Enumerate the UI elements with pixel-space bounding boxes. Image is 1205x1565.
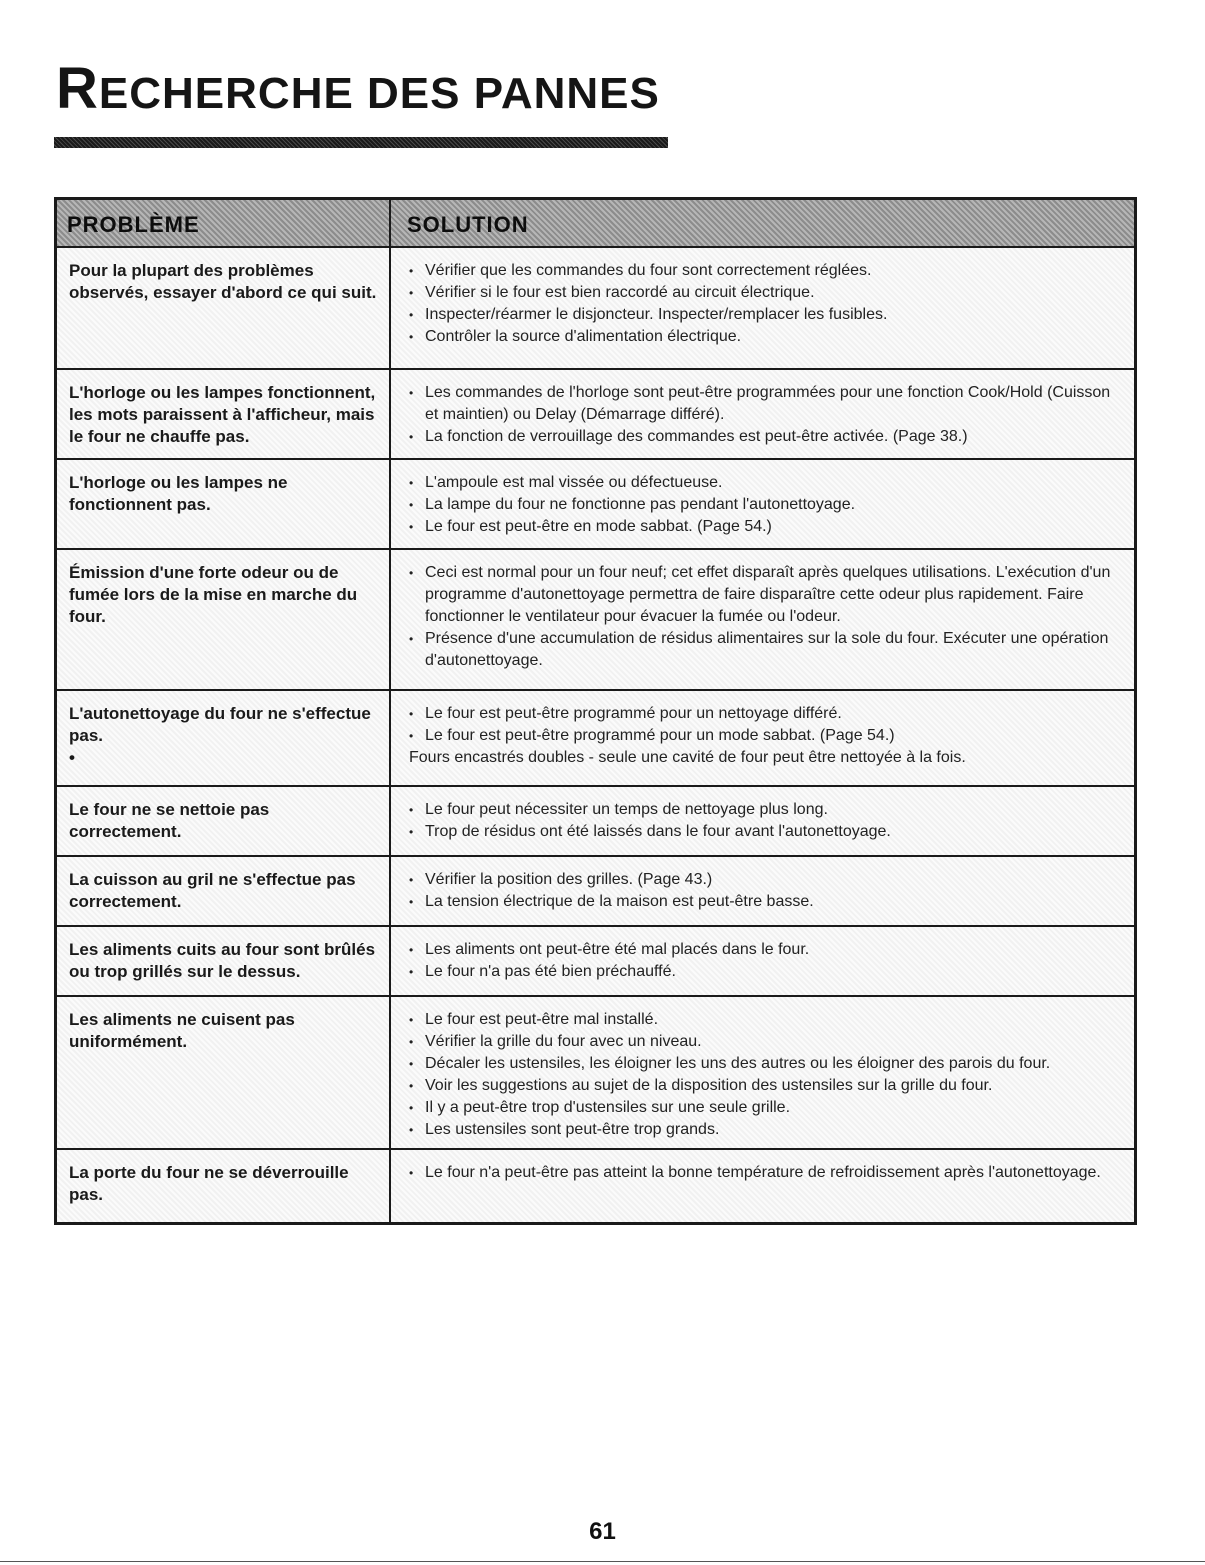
problem-cell: Les aliments ne cuisent pas uniformément. [57,997,391,1148]
header-solution: SOLUTION [407,212,529,237]
solution-cell [391,1150,1134,1222]
solution-cell [391,927,1134,995]
problem-cell: Les aliments cuits au four sont brûlés ou trop grillés sur le dessus. [57,927,391,995]
solution-item: • Inspecter/réarmer le disjoncteur. Inspecter/remplacer les fusibles. [407,304,1126,326]
table-row [57,248,1134,370]
solution-item: • Vérifier la grille du four avec un niveau. [407,1031,1126,1053]
solution-item: • Le four peut nécessiter un temps de nettoyage plus long. [407,799,1126,821]
solution-cell [391,248,1134,368]
solution-item: • Le four est peut-être programmé pour un nettoyage différé. [407,703,1126,725]
solution-item: • Le four n'a peut-être pas atteint la bonne température de refroidissement après l'autonettoyage. [407,1162,1126,1184]
problem-cell: La porte du four ne se déverrouille pas. [57,1150,391,1222]
problem-cell: Pour la plupart des problèmes observés, essayer d'abord ce qui suit. [57,248,391,368]
solution-item: • Contrôler la source d'alimentation électrique. [407,326,1126,348]
solution-item: • Voir les suggestions au sujet de la disposition des ustensiles sur la grille du four. [407,1075,1126,1097]
solution-cell [391,691,1134,785]
solution-item: • Le four est peut-être mal installé. [407,1009,1126,1031]
solution-item: • Vérifier si le four est bien raccordé au circuit électrique. [407,282,1126,304]
troubleshooting-table [54,197,1137,1225]
table-row [57,550,1134,691]
solution-item: • Les commandes de l'horloge sont peut-être programmées pour une fonction Cook/Hold (Cuisson et maintien) ou Delay (Démarrage différé). [407,382,1126,426]
solution-item: • Le four est peut-être en mode sabbat. (Page 54.) [407,516,1126,538]
header-problem: PROBLÈME [57,200,391,246]
table-row [57,370,1134,460]
solution-item: • La tension électrique de la maison est peut-être basse. [407,891,1126,913]
problem-cell: La cuisson au gril ne s'effectue pas correctement. [57,857,391,925]
solution-item: • Trop de résidus ont été laissés dans le four avant l'autonettoyage. [407,821,1126,843]
solution-note: Fours encastrés doubles - seule une cavité de four peut être nettoyée à la fois. [409,749,966,766]
table-row [57,691,1134,787]
solution-cell [391,460,1134,548]
table-row [57,787,1134,857]
solution-item: • Décaler les ustensiles, les éloigner les uns des autres ou les éloigner des parois du four. [407,1053,1126,1075]
solution-item: • Vérifier la position des grilles. (Page 43.) [407,869,1126,891]
problem-cell: L'horloge ou les lampes ne fonctionnent pas. [57,460,391,548]
problem-cell: Émission d'une forte odeur ou de fumée lors de la mise en marche du four. [57,550,391,689]
table-row [57,857,1134,927]
solution-item: • Vérifier que les commandes du four sont correctement réglées. [407,260,1126,282]
solution-cell [391,787,1134,855]
solution-item: • L'ampoule est mal vissée ou défectueuse. [407,472,1126,494]
solution-item: • Les aliments ont peut-être été mal placés dans le four. [407,939,1126,961]
solution-item: • La lampe du four ne fonctionne pas pendant l'autonettoyage. [407,494,1126,516]
solution-item: • Le four est peut-être programmé pour un mode sabbat. (Page 54.) [407,725,1126,747]
table-row [57,460,1134,550]
problem-bullet: • [69,748,75,767]
solution-item: • Il y a peut-être trop d'ustensiles sur une seule grille. [407,1097,1126,1119]
page-title-rest: ECHERCHE DES PANNES [98,69,660,118]
solution-item: • Les ustensiles sont peut-être trop grands. [407,1119,1126,1141]
problem-cell: Le four ne se nettoie pas correctement. [57,787,391,855]
table-row [57,1150,1134,1222]
bottom-divider [0,1561,1205,1562]
table-row [57,997,1134,1150]
page-title [56,56,660,121]
solution-item: • La fonction de verrouillage des commandes est peut-être activée. (Page 38.) [407,426,1126,448]
solution-item: • Présence d'une accumulation de résidus alimentaires sur la sole du four. Exécuter une opération d'autonettoyage. [407,628,1126,672]
solution-cell [391,857,1134,925]
solution-cell [391,997,1134,1148]
title-underline [54,137,668,148]
page-number: 61 [589,1518,616,1545]
page-title-initial: R [56,56,99,121]
problem-text: L'autonettoyage du four ne s'effectue pas. [69,704,371,745]
problem-cell [57,691,391,785]
solution-item: • Ceci est normal pour un four neuf; cet effet disparaît après quelques utilisations. L'exécution d'un programme d'autonettoyage permettra de faire disparaître cette odeur plus rapidement. Faire fonctionner le ventilateur pour évacuer la fumée ou l'odeur. [407,562,1126,628]
solution-item: • Le four n'a pas été bien préchauffé. [407,961,1126,983]
problem-cell: L'horloge ou les lampes fonctionnent, les mots paraissent à l'afficheur, mais le four ne chauffe pas. [57,370,391,458]
solution-cell [391,370,1134,458]
table-row [57,927,1134,997]
table-header [57,200,1134,248]
solution-cell [391,550,1134,689]
